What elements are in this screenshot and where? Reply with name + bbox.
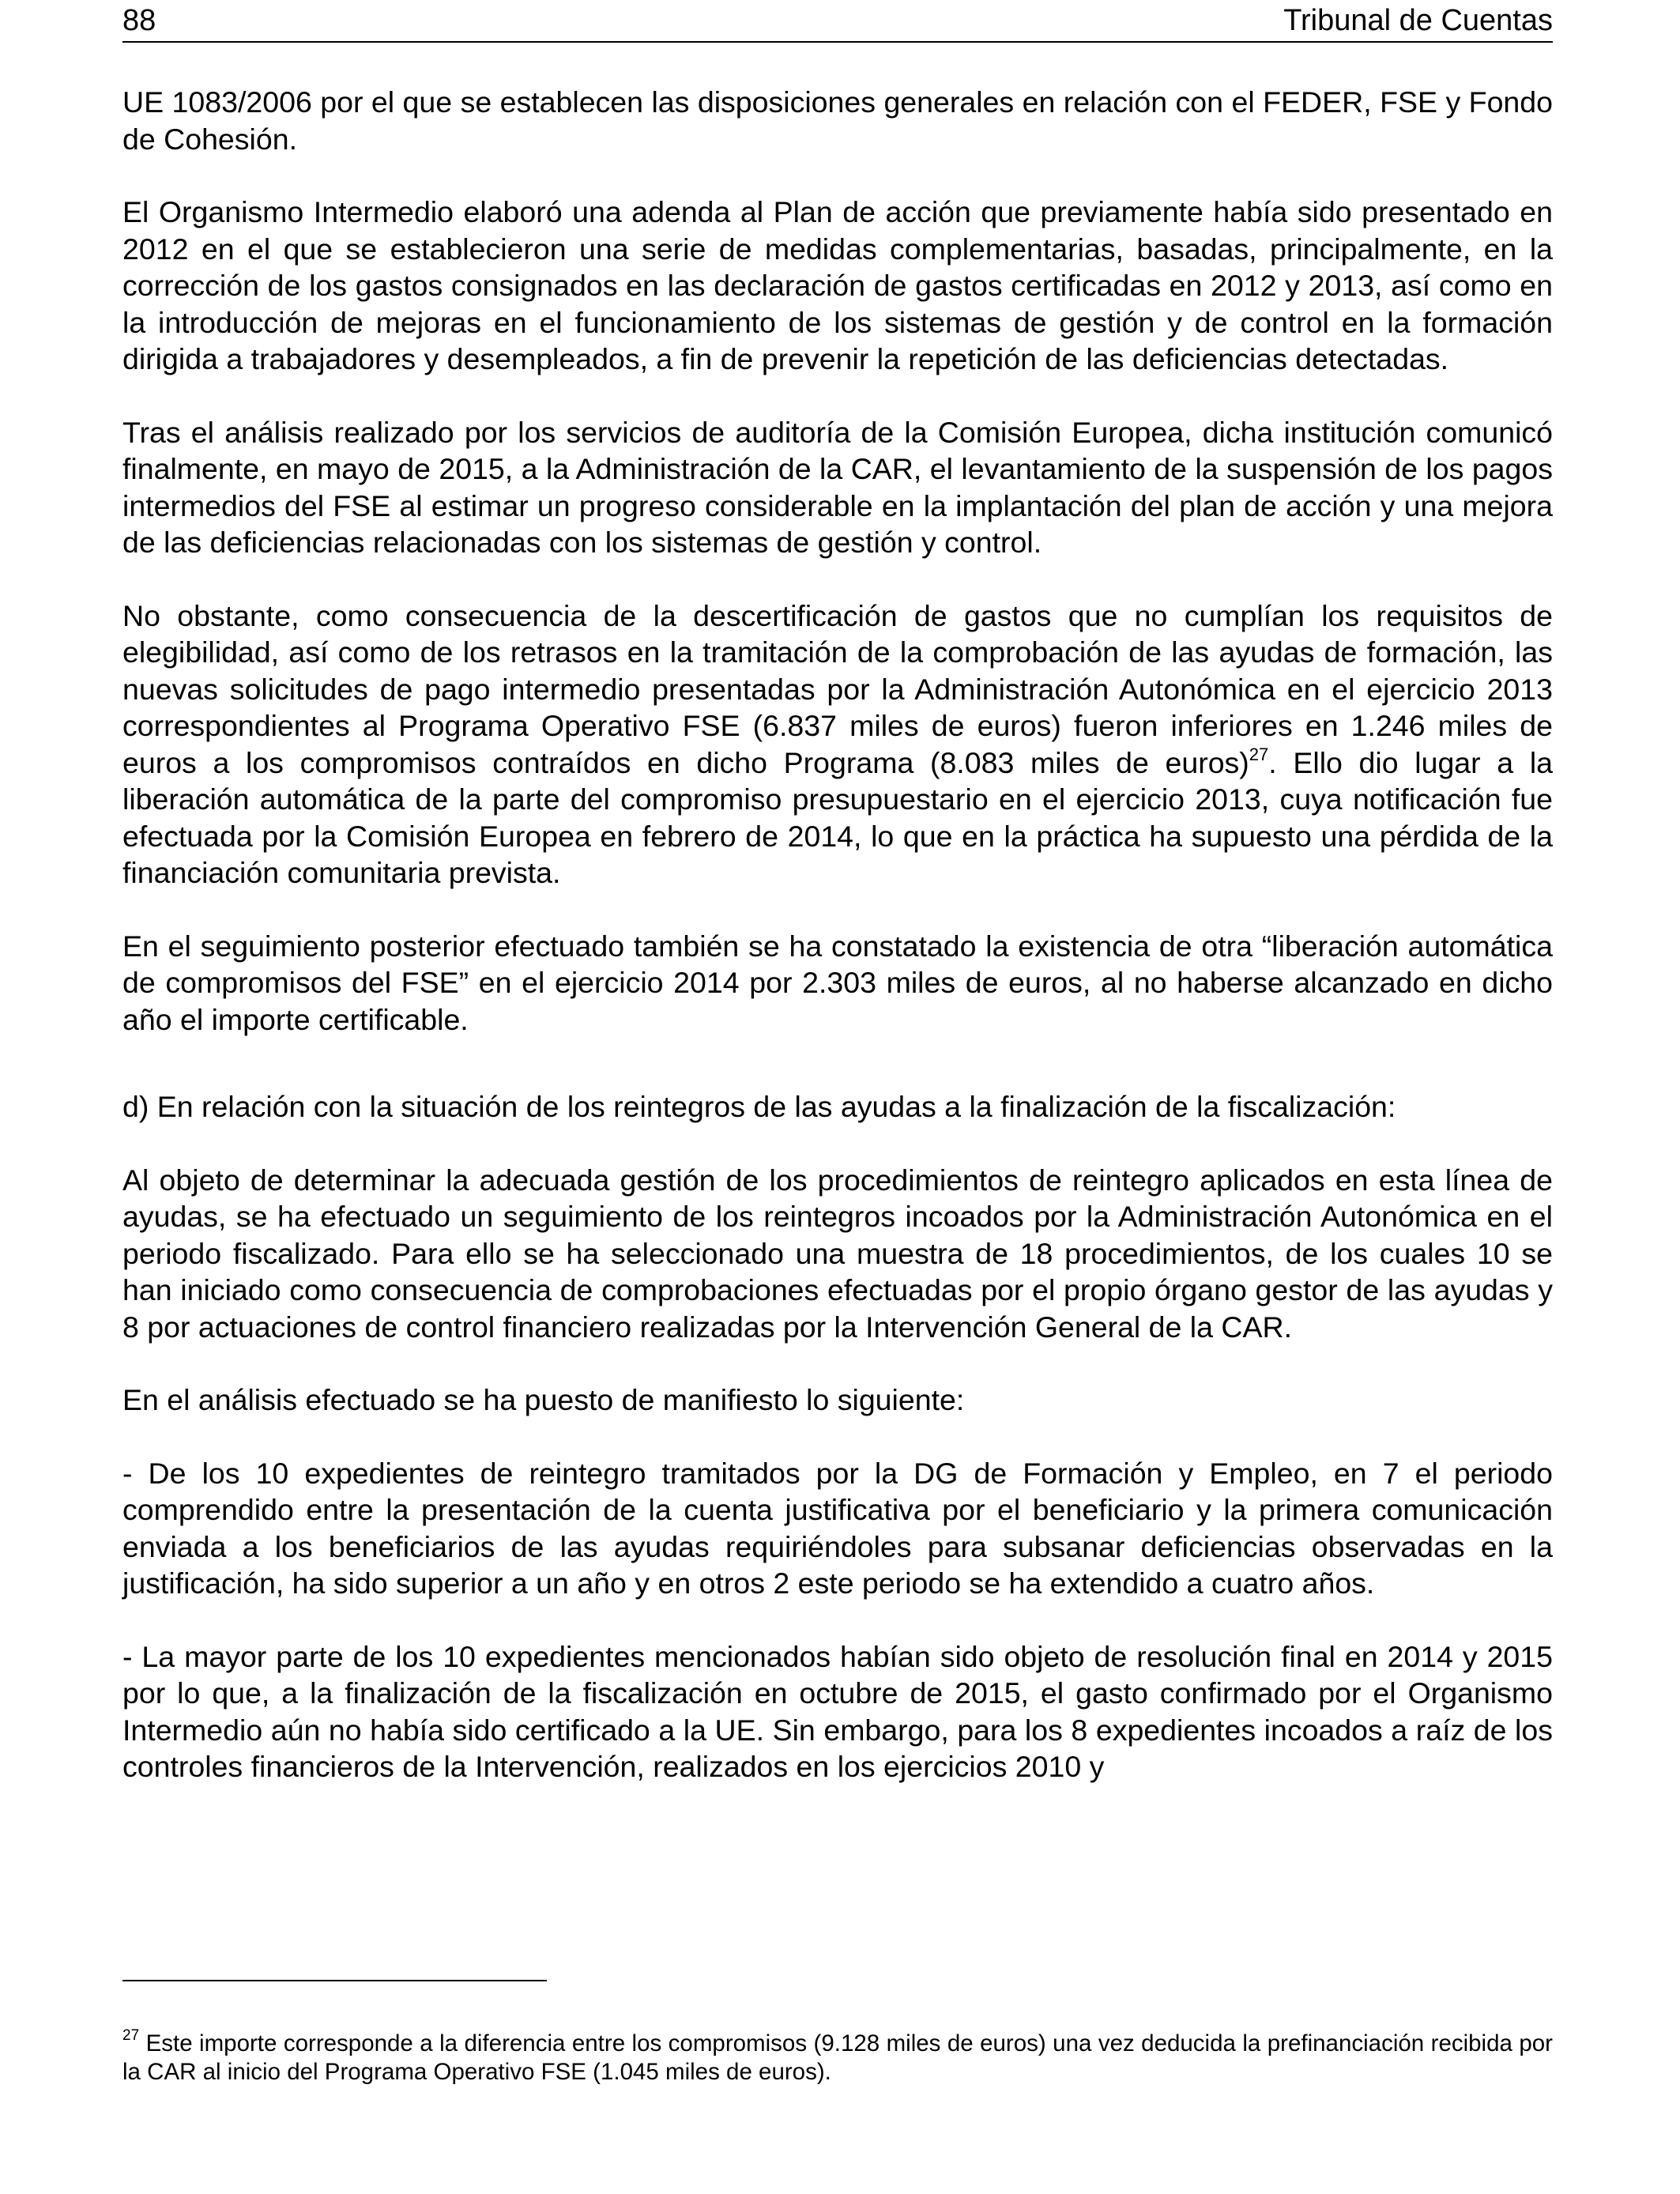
body-text — [122, 84, 1553, 1785]
page-number: 88 — [122, 4, 156, 37]
section-d-heading: d) En relación con la situación de los reintegros de las ayudas a la finalización de la fiscalización: — [122, 1090, 1396, 1123]
footnote-text: Este importe corresponde a la diferencia entre los compromisos (9.128 miles de euros) una vez deducida la prefinanciación recibida por la CAR al inicio del Programa Operativo FSE (1.045 miles de euros). — [122, 2030, 1553, 2085]
paragraph-4-part-1: No obstante, como consecuencia de la descertificación de gastos que no cumplían los requisitos de elegibilidad, así como de los retrasos en la tramitación de la comprobación de las ayudas de formación, las nuevas solicitudes de pago intermedio presentadas por la Administración Autonómica en el ejercicio 2013 correspondientes al Programa Operativo FSE (6.837 miles de euros) fueron inferiores en 1.246 miles de euros a los compromisos contraídos en dicho Programa (8.083 miles de euros) — [122, 598, 1553, 779]
footnote-divider — [122, 1980, 547, 1981]
paragraph-6: Al objeto de determinar la adecuada gestión de los procedimientos de reintegro aplicados en esta línea de ayudas, se ha efectuado un seguimiento de los reintegros incoados por la Administración Autonómica en el periodo fiscalizado. Para ello se ha seleccionado una muestra de 18 procedimientos, de los cuales 10 se han iniciado como consecuencia de comprobaciones efectuadas por el propio órgano gestor de las ayudas y 8 por actuaciones de control financiero realizadas por la Intervención General de la CAR. — [122, 1163, 1553, 1344]
paragraph-4 — [122, 598, 1553, 892]
paragraph-4-part-2: . Ello dio lugar a la liberación automática de la parte del compromiso presupuestario en el ejercicio 2013, cuya notificación fue efectuada por la Comisión Europea en febrero de 2014, lo que en la práctica ha supuesto una pérdida de la financiación comunitaria prevista. — [122, 745, 1554, 889]
paragraph-5: En el seguimiento posterior efectuado también se ha constatado la existencia de otra “liberación automática de compromisos del FSE” en el ejercicio 2014 por 2.303 miles de euros, al no haberse alcanzado en dicho año el importe certificable. — [122, 929, 1553, 1036]
footnote — [122, 2027, 1553, 2087]
paragraph-8: - De los 10 expedientes de reintegro tramitados por la DG de Formación y Empleo, en 7 el periodo comprendido entre la presentación de la cuenta justificativa por el beneficiario y la primera comunicación enviada a los beneficiarios de las ayudas requiriéndoles para subsanar deficiencias observadas en la justificación, ha sido superior a un año y en otros 2 este periodo se ha extendido a cuatro años. — [122, 1456, 1553, 1600]
running-title: Tribunal de Cuentas — [1283, 4, 1553, 37]
page-header — [122, 0, 1553, 43]
paragraph-2: El Organismo Intermedio elaboró una adenda al Plan de acción que previamente había sido presentado en 2012 en el que se establecieron una serie de medidas complementarias, basadas, principalmente, en la corrección de los gastos consignados en las declaración de gastos certificadas en 2012 y 2013, así como en la introducción de mejoras en el funcionamiento de los sistemas de gestión y de control en la formación dirigida a trabajadores y desempleados, a fin de prevenir la repetición de las deficiencias detectadas. — [122, 195, 1553, 375]
paragraph-3: Tras el análisis realizado por los servicios de auditoría de la Comisión Europea, dicha institución comunicó finalmente, en mayo de 2015, a la Administración de la CAR, el levantamiento de la suspensión de los pagos intermedios del FSE al estimar un progreso considerable en la implantación del plan de acción y una mejora de las deficiencias relacionadas con los sistemas de gestión y control. — [122, 415, 1553, 559]
paragraph-9: - La mayor parte de los 10 expedientes mencionados habían sido objeto de resolución final en 2014 y 2015 por lo que, a la finalización de la fiscalización en octubre de 2015, el gasto confirmado por el Organismo Intermedio aún no había sido certificado a la UE. Sin embargo, para los 8 expedientes incoados a raíz de los controles financieros de la Intervención, realizados en los ejercicios 2010 y — [122, 1639, 1553, 1783]
paragraph-1: UE 1083/2006 por el que se establecen las disposiciones generales en relación con el FEDER, FSE y Fondo de Cohesión. — [122, 85, 1553, 156]
footnote-number: 27 — [122, 2027, 140, 2045]
footnote-reference[interactable]: 27 — [1249, 745, 1269, 764]
paragraph-7: En el análisis efectuado se ha puesto de manifiesto lo siguiente: — [122, 1383, 965, 1416]
